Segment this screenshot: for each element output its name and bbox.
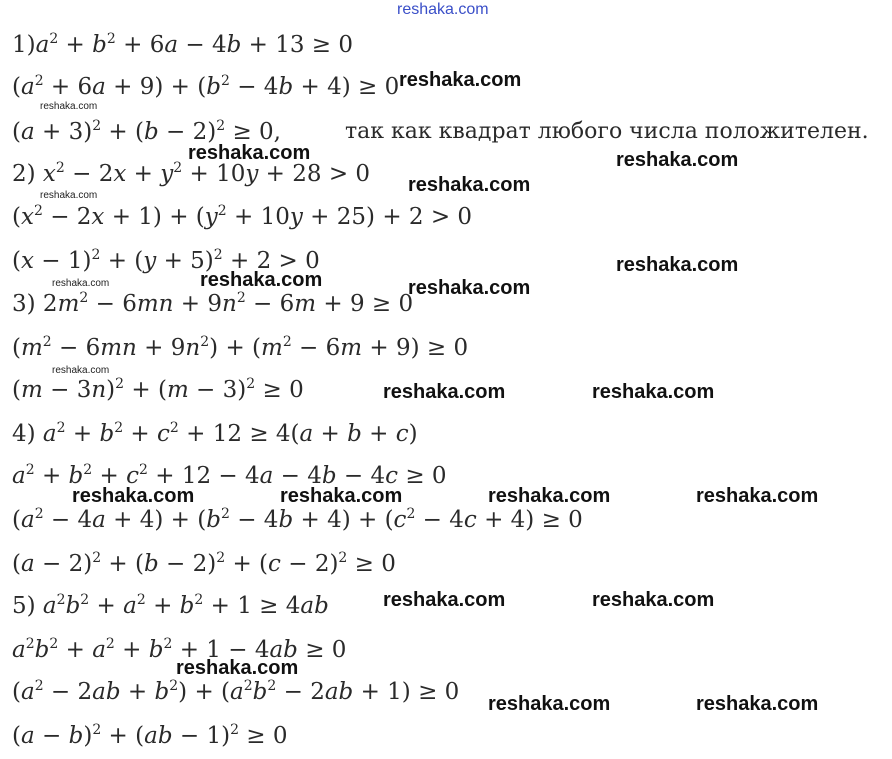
solution-line: 5) $a^2b^2 + a^2 + b^2 + 1 \ge 4ab$ [12,592,329,619]
watermark-small: reshaka.com [40,101,98,112]
solution-line: $(x - 1)^2 + (y + 5)^2 + 2 > 0$ [12,247,320,274]
watermark: reshaka.com [488,693,611,715]
solution-line: $(a - b)^2 + (ab - 1)^2 \ge 0$ [12,722,288,749]
watermark: reshaka.com [488,485,611,507]
watermark: reshaka.com [696,693,819,715]
watermark: reshaka.com [200,269,323,291]
solution-line: $a^2 + b^2 + c^2 + 12 - 4a - 4b - 4c \ge 0$ [12,462,447,489]
solution-line: $(a^2 + 6a + 9) + (b^2 - 4b + 4) \ge 0$ [12,73,400,100]
watermark-small: reshaka.com [52,278,110,289]
solution-line: 4) $a^2 + b^2 + c^2 + 12 \ge 4(a + b + c)$ [12,420,418,447]
header-watermark: reshaka.com [397,1,489,18]
solution-line: $a^2b^2 + a^2 + b^2 + 1 - 4ab \ge 0$ [12,636,347,663]
watermark: reshaka.com [408,174,531,196]
watermark: reshaka.com [383,589,506,611]
solution-line: $(a^2 - 2ab + b^2) + (a^2b^2 - 2ab + 1) \ge 0$ [12,678,460,705]
solution-line: $(a - 2)^2 + (b - 2)^2 + (c - 2)^2 \ge 0$ [12,550,396,577]
watermark: reshaka.com [399,69,522,91]
solution-line [12,31,353,59]
solution-line: $(a + 3)^2 + (b - 2)^2 \ge 0$, [12,118,281,145]
watermark: reshaka.com [696,485,819,507]
solution-line: 3) $2m^2 - 6mn + 9n^2 - 6m + 9 \ge 0$ [12,290,414,317]
watermark: reshaka.com [383,381,506,403]
watermark: reshaka.com [616,254,739,276]
line-1-text: $1)a^2 + b^2 + 6a - 4b + 13 \ge 0$ [12,31,354,58]
watermark: reshaka.com [592,381,715,403]
watermark: reshaka.com [176,657,299,679]
watermark: reshaka.com [280,485,403,507]
solution-line: $(m - 3n)^2 + (m - 3)^2 \ge 0$ [12,376,304,403]
watermark-small: reshaka.com [52,365,110,376]
solution-line: $(m^2 - 6mn + 9n^2) + (m^2 - 6m + 9) \ge 0$ [12,334,469,361]
solution-line: $(x^2 - 2x + 1) + (y^2 + 10y + 25) + 2 > 0$ [12,203,473,230]
explanation-note: так как квадрат любого числа положителен. [345,119,869,144]
solution-line: 2) $x^2 - 2x + y^2 + 10y + 28 > 0$ [12,160,371,187]
watermark: reshaka.com [188,142,311,164]
watermark: reshaka.com [592,589,715,611]
watermark-small: reshaka.com [40,190,98,201]
watermark: reshaka.com [616,149,739,171]
watermark: reshaka.com [408,277,531,299]
solution-line: $(a^2 - 4a + 4) + (b^2 - 4b + 4) + (c^2 - 4c + 4) \ge 0$ [12,506,583,533]
watermark: reshaka.com [72,485,195,507]
